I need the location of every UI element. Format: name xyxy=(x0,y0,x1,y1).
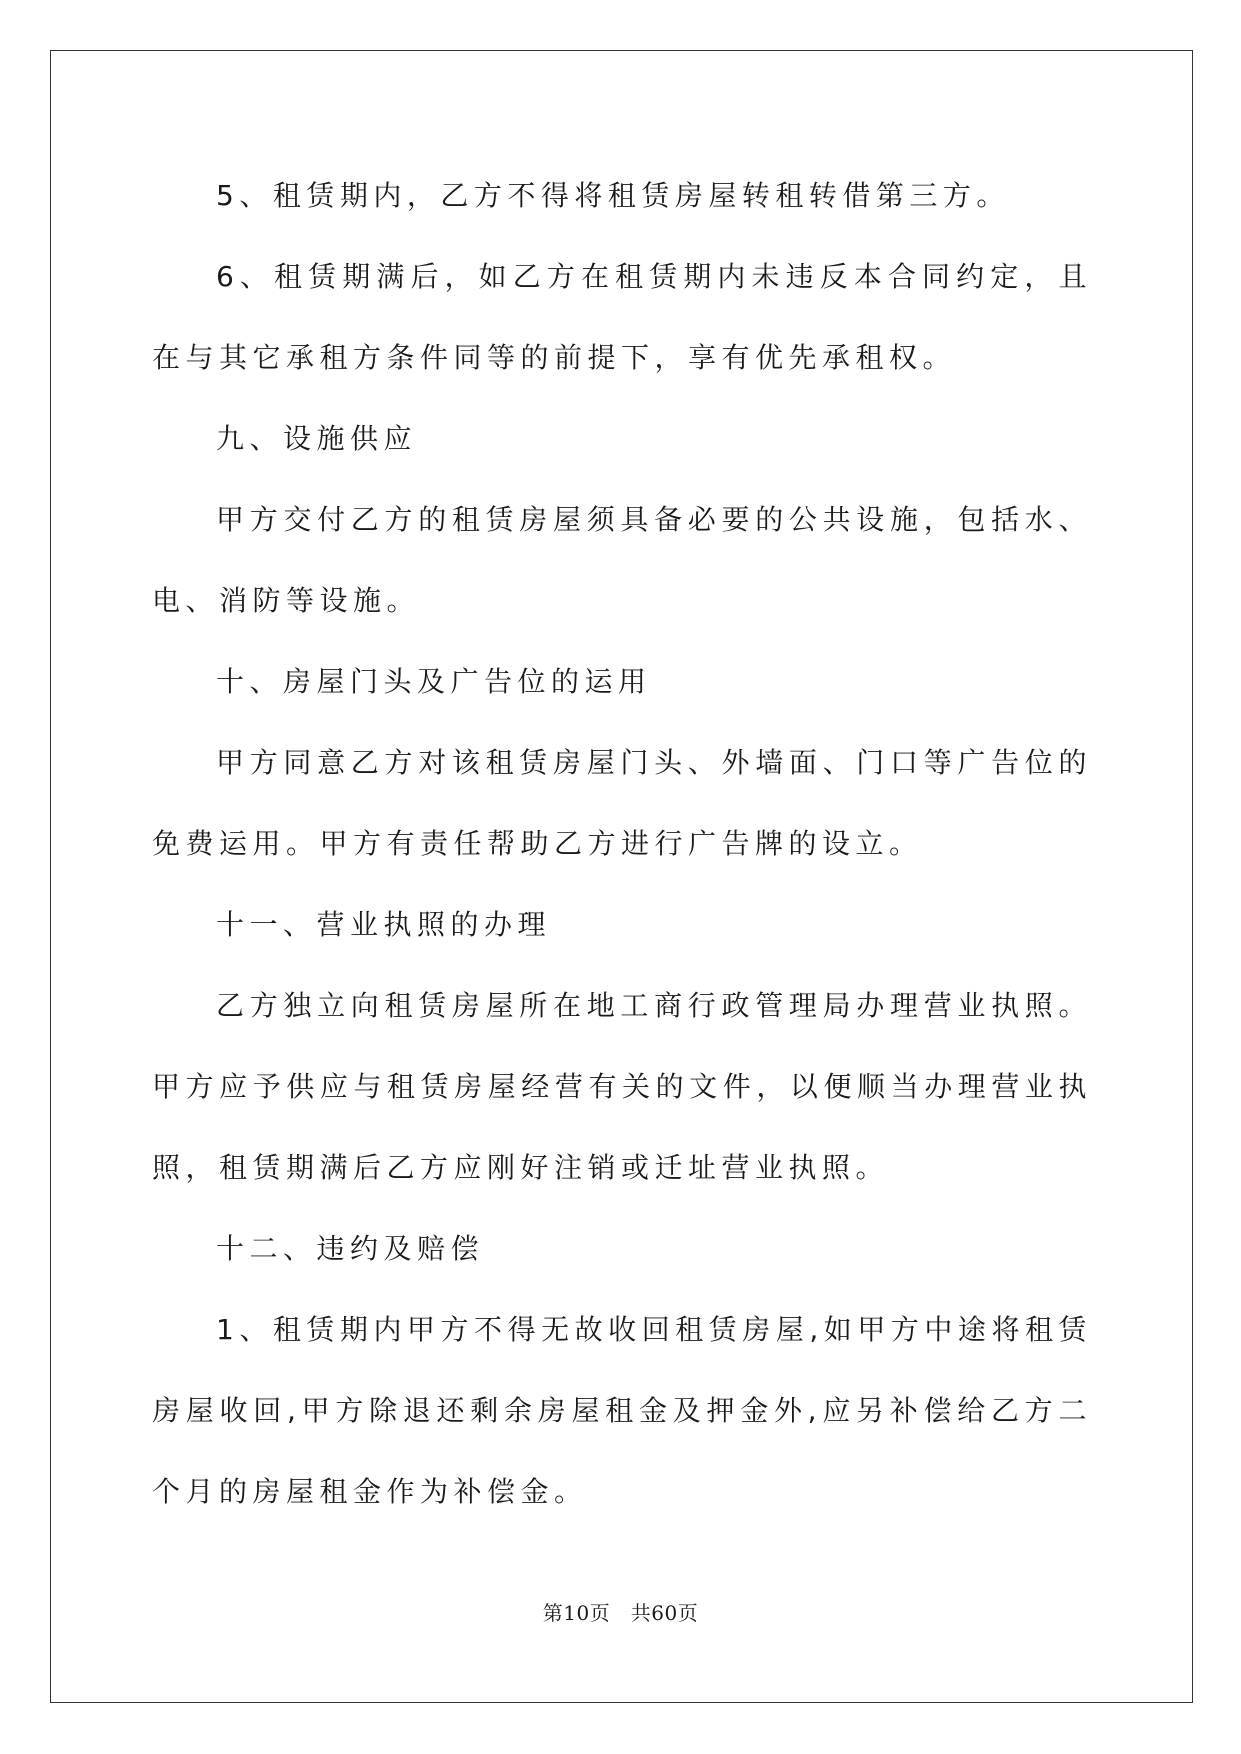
clause-5-sublet: 5、租赁期内，乙方不得将租赁房屋转租转借第三方。 xyxy=(216,179,1010,212)
facilities-paragraph: 甲方交付乙方的租赁房屋须具备必要的公共设施，包括水、电、消防等设施。 xyxy=(152,503,1092,617)
footer-gap xyxy=(610,1601,631,1625)
signage-paragraph: 甲方同意乙方对该租赁房屋门头、外墙面、门口等广告位的免费运用。甲方有责任帮助乙方进行广告牌的设立。 xyxy=(152,746,1092,860)
page-number: 第10页 xyxy=(542,1601,611,1625)
section-heading-facilities: 九、设施供应 xyxy=(216,422,418,455)
page-total: 共60页 xyxy=(630,1601,699,1625)
page-footer xyxy=(0,1597,1241,1626)
section-heading-business-license: 十一、营业执照的办理 xyxy=(216,908,552,941)
breach-clause-1: 1、租赁期内甲方不得无故收回租赁房屋,如甲方中途将租赁房屋收回,甲方除退还剩余房屋租金及押金外,应另补偿给乙方二个月的房屋租金作为补偿金。 xyxy=(152,1313,1092,1508)
section-heading-signage: 十、房屋门头及广告位的运用 xyxy=(216,665,652,698)
document-body xyxy=(152,155,1092,1532)
clause-6-priority-lease: 6、租赁期满后，如乙方在租赁期内未违反本合同约定，且在与其它承租方条件同等的前提下，享有优先承租权。 xyxy=(152,260,1092,374)
section-heading-breach: 十二、违约及赔偿 xyxy=(216,1232,485,1265)
business-license-paragraph: 乙方独立向租赁房屋所在地工商行政管理局办理营业执照。甲方应予供应与租赁房屋经营有关的文件，以便顺当办理营业执照，租赁期满后乙方应刚好注销或迁址营业执照。 xyxy=(152,989,1092,1184)
